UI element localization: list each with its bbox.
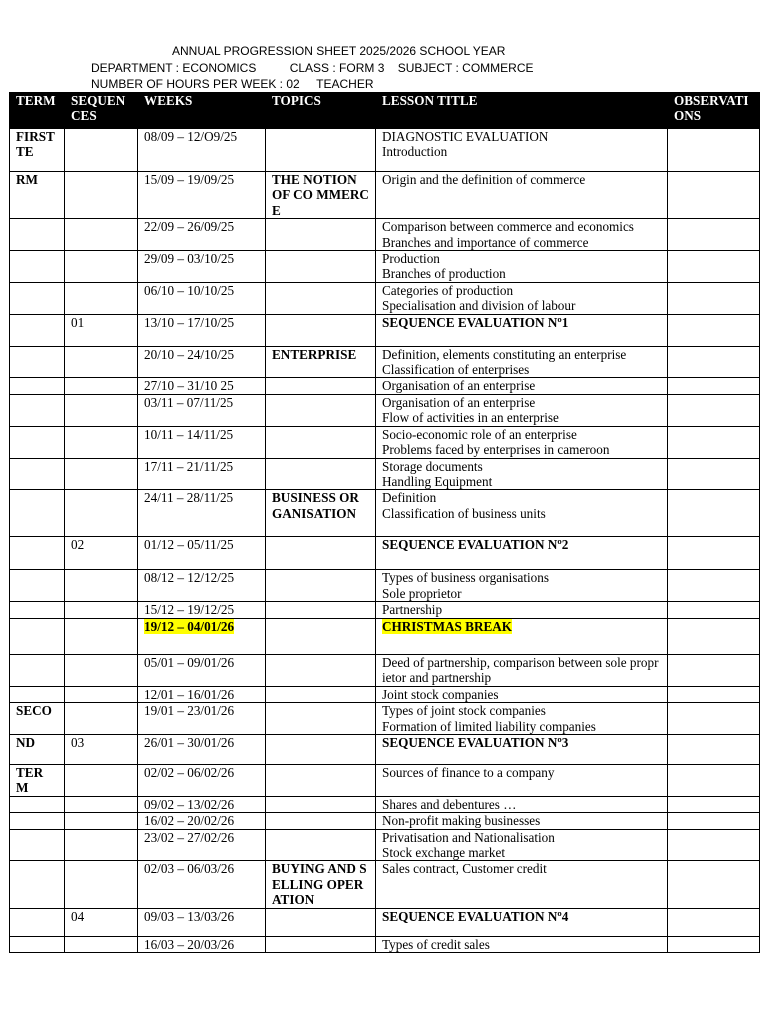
weeks-cell [138, 602, 266, 618]
weeks-cell [138, 458, 266, 490]
lesson-line: Production [382, 251, 440, 267]
term-cell: SECO [10, 703, 65, 735]
sequence-cell: 01 [65, 314, 138, 346]
sequence-cell [65, 829, 138, 861]
weeks-cell [138, 703, 266, 735]
weeks-text: 08/09 – 12/O9/25 [144, 129, 238, 144]
weeks-cell [138, 378, 266, 394]
table-row [10, 394, 760, 426]
table-row [10, 908, 760, 936]
observations-cell [668, 314, 760, 346]
term-cell [10, 537, 65, 570]
lesson-title-cell [376, 734, 668, 764]
weeks-cell [138, 936, 266, 952]
topic-cell [266, 908, 376, 936]
topic-cell [266, 129, 376, 172]
weeks-cell [138, 654, 266, 686]
table-row [10, 378, 760, 394]
sequence-cell [65, 602, 138, 618]
weeks-text: 24/11 – 28/11/25 [144, 490, 234, 506]
term-cell: FIRST TE [10, 129, 65, 172]
term-cell [10, 686, 65, 702]
topic-cell [266, 796, 376, 812]
lesson-line: Definition, elements constituting an enterprise [382, 346, 627, 362]
observations-cell [668, 734, 760, 764]
lesson-title-cell [376, 813, 668, 829]
table-row [10, 426, 760, 458]
lesson-title-cell [376, 426, 668, 458]
lesson-title-cell [376, 764, 668, 796]
lesson-line: Sources of finance to a company [382, 764, 555, 780]
sequence-cell [65, 813, 138, 829]
lesson-title-cell [376, 219, 668, 251]
observations-cell [668, 936, 760, 952]
table-row [10, 458, 760, 490]
table-row [10, 282, 760, 314]
lesson-title-cell [376, 129, 668, 172]
observations-cell [668, 426, 760, 458]
weeks-cell [138, 734, 266, 764]
table-row [10, 796, 760, 812]
table-row [10, 172, 760, 219]
lesson-title-cell [376, 861, 668, 908]
col-lesson-title-header: LESSON TITLE [376, 93, 668, 129]
lesson-title-cell [376, 796, 668, 812]
weeks-text: 12/01 – 16/01/26 [144, 686, 235, 702]
weeks-text: 16/03 – 20/03/26 [144, 936, 235, 952]
topic-cell [266, 378, 376, 394]
observations-cell [668, 537, 760, 570]
sequence-cell [65, 251, 138, 283]
lesson-line: Socio-economic role of an enterprise [382, 426, 577, 442]
sequence-cell [65, 346, 138, 378]
topic-cell [266, 734, 376, 764]
lesson-line: Types of joint stock companies [382, 703, 546, 719]
topic-cell [266, 314, 376, 346]
topic-cell [266, 426, 376, 458]
lesson-line: Branches and importance of commerce [382, 234, 589, 250]
term-cell [10, 282, 65, 314]
term-cell [10, 602, 65, 618]
sequence-cell [65, 282, 138, 314]
weeks-cell [138, 251, 266, 283]
term-cell [10, 251, 65, 283]
term-cell [10, 796, 65, 812]
term-cell [10, 654, 65, 686]
term-cell [10, 908, 65, 936]
weeks-text: 05/01 – 09/01/26 [144, 654, 235, 670]
weeks-text: 22/09 – 26/09/25 [144, 219, 235, 235]
lesson-title-cell [376, 172, 668, 219]
observations-cell [668, 686, 760, 702]
lesson-line: Shares and debentures … [382, 796, 517, 812]
observations-cell [668, 172, 760, 219]
lesson-line: Sales contract, Customer credit [382, 861, 547, 877]
lesson-title-cell [376, 829, 668, 861]
lesson-line: Sole proprietor [382, 585, 462, 601]
col-weeks-header: WEEKS [138, 93, 266, 129]
table-row [10, 129, 760, 172]
lesson-line: Types of business organisations [382, 570, 549, 586]
weeks-text: 03/11 – 07/11/25 [144, 394, 234, 410]
topic-cell [266, 570, 376, 602]
weeks-text: 06/10 – 10/10/25 [144, 282, 235, 298]
lesson-line: Branches of production [382, 266, 506, 282]
sequence-cell: 04 [65, 908, 138, 936]
lesson-line: Types of credit sales [382, 936, 490, 952]
weeks-cell [138, 537, 266, 570]
lesson-line: Stock exchange market [382, 844, 506, 860]
table-row [10, 602, 760, 618]
topic-cell [266, 813, 376, 829]
weeks-text: 02/02 – 06/02/26 [144, 764, 235, 780]
table-row [10, 219, 760, 251]
department-class-subject-line: DEPARTMENT : ECONOMICS CLASS : FORM 3 SUBJECT : COMMERCE [91, 61, 534, 75]
observations-cell [668, 458, 760, 490]
topic-cell [266, 219, 376, 251]
weeks-cell [138, 490, 266, 537]
table-row [10, 570, 760, 602]
observations-cell [668, 829, 760, 861]
term-cell [10, 346, 65, 378]
lesson-title-cell [376, 602, 668, 618]
sequence-cell [65, 490, 138, 537]
sequence-cell [65, 378, 138, 394]
table-header-row [10, 93, 760, 129]
sequence-cell [65, 394, 138, 426]
weeks-text: 16/02 – 20/02/26 [144, 813, 235, 829]
term-cell: TER M [10, 764, 65, 796]
topic-cell [266, 602, 376, 618]
lesson-title-cell [376, 458, 668, 490]
weeks-cell [138, 686, 266, 702]
lesson-line: SEQUENCE EVALUATION Nº2 [382, 537, 569, 553]
lesson-title-cell [376, 314, 668, 346]
lesson-line: Storage documents [382, 458, 483, 474]
term-cell [10, 829, 65, 861]
col-sequences-header: SEQUENCES [65, 93, 138, 129]
weeks-cell [138, 172, 266, 219]
observations-cell [668, 219, 760, 251]
sequence-cell [65, 219, 138, 251]
topic-cell [266, 936, 376, 952]
weeks-text: 15/12 – 19/12/25 [144, 602, 235, 618]
weeks-cell [138, 764, 266, 796]
weeks-cell [138, 314, 266, 346]
lesson-line: Organisation of an enterprise [382, 394, 536, 410]
lesson-title-cell [376, 654, 668, 686]
topic-cell [266, 537, 376, 570]
topic-cell: BUSINESS ORGANISATION [266, 490, 376, 537]
table-row [10, 936, 760, 952]
weeks-cell [138, 570, 266, 602]
table-row [10, 686, 760, 702]
table-row [10, 861, 760, 908]
observations-cell [668, 703, 760, 735]
sequence-cell [65, 458, 138, 490]
progression-table [9, 92, 760, 953]
observations-cell [668, 861, 760, 908]
weeks-text: 09/02 – 13/02/26 [144, 796, 235, 812]
lesson-line: Specialisation and division of labour [382, 298, 576, 314]
topic-cell [266, 829, 376, 861]
sequence-cell [65, 703, 138, 735]
term-cell [10, 426, 65, 458]
topic-cell [266, 618, 376, 654]
table-row [10, 829, 760, 861]
term-cell [10, 314, 65, 346]
weeks-cell [138, 813, 266, 829]
weeks-cell [138, 129, 266, 172]
table-row [10, 346, 760, 378]
lesson-line: Organisation of an enterprise [382, 378, 536, 394]
lesson-line: Flow of activities in an enterprise [382, 410, 559, 426]
observations-cell [668, 394, 760, 426]
sequence-cell [65, 686, 138, 702]
topic-cell [266, 251, 376, 283]
sequence-cell [65, 936, 138, 952]
observations-cell [668, 346, 760, 378]
topic-cell [266, 458, 376, 490]
lesson-line: CHRISTMAS BREAK [382, 618, 513, 634]
weeks-text: 19/01 – 23/01/26 [144, 703, 235, 719]
term-cell [10, 618, 65, 654]
lesson-line: Non-profit making businesses [382, 813, 541, 829]
term-cell [10, 458, 65, 490]
col-topics-header: TOPICS [266, 93, 376, 129]
lesson-line: SEQUENCE EVALUATION Nº1 [382, 314, 569, 330]
lesson-title-cell [376, 282, 668, 314]
topic-cell [266, 764, 376, 796]
term-cell: RM [10, 172, 65, 219]
weeks-text: 17/11 – 21/11/25 [144, 458, 234, 474]
lesson-title-cell [376, 394, 668, 426]
topic-cell [266, 394, 376, 426]
weeks-cell [138, 618, 266, 654]
sequence-cell [65, 129, 138, 172]
lesson-line: Joint stock companies [382, 686, 499, 702]
term-cell [10, 378, 65, 394]
sequence-cell [65, 570, 138, 602]
weeks-cell [138, 908, 266, 936]
table-body [10, 129, 760, 953]
weeks-text: 19/12 – 04/01/26 [144, 618, 235, 634]
weeks-text: 20/10 – 24/10/25 [144, 346, 235, 362]
lesson-title-cell [376, 686, 668, 702]
sequence-cell [65, 764, 138, 796]
weeks-cell [138, 796, 266, 812]
table-row [10, 618, 760, 654]
sequence-cell [65, 654, 138, 686]
weeks-text: 01/12 – 05/11/25 [144, 537, 234, 553]
table-row [10, 734, 760, 764]
topic-cell [266, 654, 376, 686]
observations-cell [668, 570, 760, 602]
term-cell: ND [10, 734, 65, 764]
lesson-line: Deed of partnership, comparison between sole proprietor and partnership [382, 654, 659, 686]
table-row [10, 490, 760, 537]
term-cell [10, 861, 65, 908]
lesson-line: Classification of business units [382, 505, 546, 521]
weeks-cell [138, 829, 266, 861]
lesson-line: Handling Equipment [382, 473, 493, 489]
lesson-line: DIAGNOSTIC EVALUATION [382, 129, 549, 144]
weeks-text: 23/02 – 27/02/26 [144, 829, 235, 845]
sheet-title: ANNUAL PROGRESSION SHEET 2025/2026 SCHOOL YEAR [172, 44, 506, 58]
table-row [10, 764, 760, 796]
table-row [10, 654, 760, 686]
weeks-text: 09/03 – 13/03/26 [144, 908, 235, 924]
lesson-line: Privatisation and Nationalisation [382, 829, 555, 845]
sequence-cell: 02 [65, 537, 138, 570]
topic-cell: BUYING AND SELLING OPERATION [266, 861, 376, 908]
weeks-text: 13/10 – 17/10/25 [144, 314, 235, 330]
weeks-cell [138, 426, 266, 458]
table-row [10, 703, 760, 735]
weeks-text: 10/11 – 14/11/25 [144, 426, 234, 442]
observations-cell [668, 908, 760, 936]
weeks-text: 15/09 – 19/09/25 [144, 172, 235, 187]
topic-cell [266, 282, 376, 314]
weeks-cell [138, 861, 266, 908]
weeks-text: 26/01 – 30/01/26 [144, 734, 235, 750]
observations-cell [668, 618, 760, 654]
observations-cell [668, 602, 760, 618]
lesson-title-cell [376, 936, 668, 952]
lesson-title-cell [376, 703, 668, 735]
topic-cell [266, 703, 376, 735]
term-cell [10, 813, 65, 829]
observations-cell [668, 654, 760, 686]
lesson-line: Problems faced by enterprises in cameroon [382, 442, 610, 458]
term-cell [10, 490, 65, 537]
lesson-title-cell [376, 346, 668, 378]
observations-cell [668, 796, 760, 812]
term-cell [10, 394, 65, 426]
lesson-title-cell [376, 490, 668, 537]
weeks-text: 02/03 – 06/03/26 [144, 861, 235, 877]
weeks-cell [138, 394, 266, 426]
lesson-line: Origin and the definition of commerce [382, 172, 586, 187]
lesson-line: Classification of enterprises [382, 362, 530, 378]
observations-cell [668, 282, 760, 314]
lesson-line: Definition [382, 490, 437, 506]
lesson-title-cell [376, 570, 668, 602]
lesson-title-cell [376, 537, 668, 570]
observations-cell [668, 129, 760, 172]
observations-cell [668, 378, 760, 394]
table-row [10, 314, 760, 346]
table-row [10, 251, 760, 283]
observations-cell [668, 813, 760, 829]
term-cell [10, 219, 65, 251]
sequence-cell [65, 172, 138, 219]
col-term-header: TERM [10, 93, 65, 129]
term-cell [10, 570, 65, 602]
weeks-text: 27/10 – 31/10 25 [144, 378, 234, 394]
sequence-cell [65, 861, 138, 908]
lesson-title-cell [376, 618, 668, 654]
lesson-title-cell [376, 378, 668, 394]
lesson-title-cell [376, 251, 668, 283]
lesson-line: Comparison between commerce and economics [382, 219, 634, 235]
topic-cell: ENTERPRISE [266, 346, 376, 378]
sequence-cell [65, 796, 138, 812]
weeks-cell [138, 282, 266, 314]
term-cell [10, 936, 65, 952]
observations-cell [668, 764, 760, 796]
lesson-line: Categories of production [382, 282, 514, 298]
lesson-line: Partnership [382, 602, 443, 618]
table-row [10, 537, 760, 570]
weeks-text: 29/09 – 03/10/25 [144, 251, 235, 267]
lesson-line: Formation of limited liability companies [382, 718, 596, 734]
topic-cell [266, 686, 376, 702]
table-row [10, 813, 760, 829]
lesson-line: SEQUENCE EVALUATION Nº3 [382, 734, 569, 750]
weeks-text: 08/12 – 12/12/25 [144, 570, 235, 586]
sequence-cell [65, 618, 138, 654]
topic-cell: THE NOTION OF CO MMERCE [266, 172, 376, 219]
lesson-title-cell [376, 908, 668, 936]
weeks-cell [138, 346, 266, 378]
hours-teacher-line: NUMBER OF HOURS PER WEEK : 02 TEACHER [91, 77, 374, 91]
observations-cell [668, 251, 760, 283]
sequence-cell [65, 426, 138, 458]
lesson-line: Introduction [382, 144, 448, 160]
lesson-line: SEQUENCE EVALUATION Nº4 [382, 908, 569, 924]
observations-cell [668, 490, 760, 537]
weeks-cell [138, 219, 266, 251]
sequence-cell: 03 [65, 734, 138, 764]
col-observations-header: OBSERVATIONS [668, 93, 760, 129]
